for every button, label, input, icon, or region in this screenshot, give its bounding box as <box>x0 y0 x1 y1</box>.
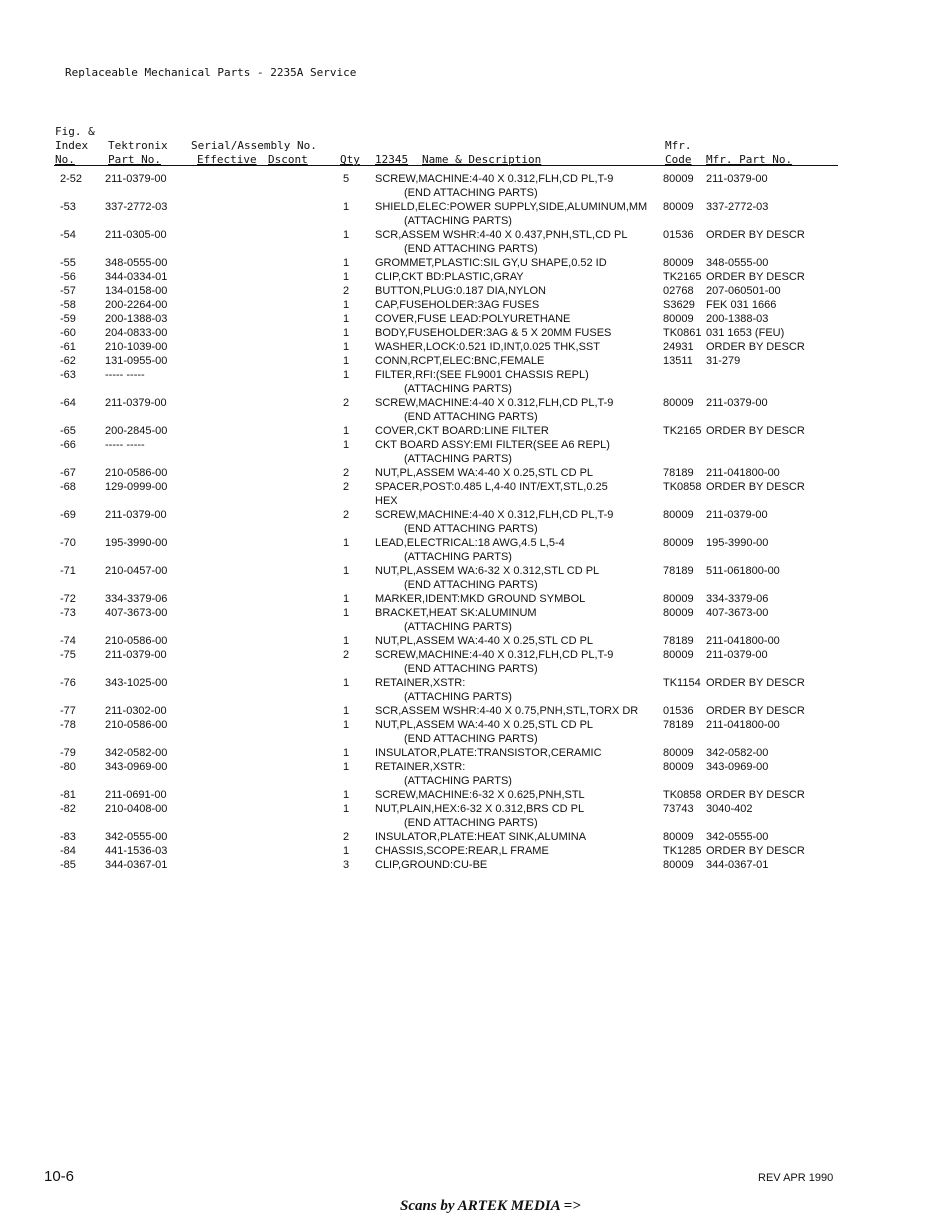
mfr-code: 80009 <box>663 313 694 325</box>
index-no: -69 <box>60 509 76 521</box>
mfr-part-no: ORDER BY DESCR <box>706 789 805 801</box>
index-no: -74 <box>60 635 76 647</box>
index-no: -85 <box>60 859 76 871</box>
index-no: -61 <box>60 341 76 353</box>
mfr-part-no: FEK 031 1666 <box>706 299 777 311</box>
quantity: 3 <box>343 859 350 871</box>
scan-credit: Scans by ARTEK MEDIA => <box>400 1198 581 1214</box>
tektronix-part-no: 210-0586-00 <box>105 467 168 479</box>
name-description: SCREW,MACHINE:4-40 X 0.312,FLH,CD PL,T-9 <box>375 397 614 409</box>
mfr-part-no: 211-0379-00 <box>706 397 768 409</box>
description-subline: (END ATTACHING PARTS) <box>404 411 538 423</box>
tektronix-part-no: ----- ----- <box>105 439 145 451</box>
name-description: LEAD,ELECTRICAL:18 AWG,4.5 L,5-4 <box>375 537 565 549</box>
mfr-code: TK1285 <box>663 845 702 857</box>
quantity: 1 <box>343 719 350 731</box>
mfr-code: 01536 <box>663 705 694 717</box>
mfr-code: TK0858 <box>663 789 702 801</box>
quantity: 2 <box>343 509 350 521</box>
revision-date: REV APR 1990 <box>758 1172 834 1184</box>
name-description: SCR,ASSEM WSHR:4-40 X 0.437,PNH,STL,CD PL <box>375 229 628 241</box>
quantity: 1 <box>343 355 350 367</box>
index-no: -77 <box>60 705 76 717</box>
description-subline: (END ATTACHING PARTS) <box>404 817 538 829</box>
mfr-part-no: ORDER BY DESCR <box>706 705 805 717</box>
index-no: -66 <box>60 439 76 451</box>
index-no: -58 <box>60 299 76 311</box>
mfr-code: TK1154 <box>663 677 701 689</box>
index-no: -68 <box>60 481 76 493</box>
name-description: NUT,PLAIN,HEX:6-32 X 0.312,BRS CD PL <box>375 803 585 815</box>
mfr-code: 78189 <box>663 565 694 577</box>
tektronix-part-no: 211-0379-00 <box>105 173 167 185</box>
tektronix-part-no: 441-1536-03 <box>105 845 168 857</box>
name-description: SCREW,MACHINE:4-40 X 0.312,FLH,CD PL,T-9 <box>375 509 614 521</box>
quantity: 1 <box>343 705 350 717</box>
col-indent: 12345 <box>375 153 409 166</box>
description-subline: (END ATTACHING PARTS) <box>404 523 538 535</box>
mfr-part-no: 343-0969-00 <box>706 761 769 773</box>
index-no: -71 <box>60 565 76 577</box>
table-row <box>0 606 950 634</box>
quantity: 1 <box>343 201 350 213</box>
index-no: -82 <box>60 803 76 815</box>
mfr-part-no: 342-0582-00 <box>706 747 769 759</box>
col-mfr-line1: Mfr. <box>665 139 692 152</box>
table-row <box>0 858 950 872</box>
description-subline: (ATTACHING PARTS) <box>404 551 512 563</box>
mfr-part-no: 344-0367-01 <box>706 859 769 871</box>
quantity: 2 <box>343 481 350 493</box>
quantity: 1 <box>343 789 350 801</box>
name-description: NUT,PL,ASSEM WA:6-32 X 0.312,STL CD PL <box>375 565 600 577</box>
quantity: 1 <box>343 257 350 269</box>
description-subline: (END ATTACHING PARTS) <box>404 243 538 255</box>
tektronix-part-no: 343-1025-00 <box>105 677 168 689</box>
mfr-part-no: ORDER BY DESCR <box>706 271 805 283</box>
tektronix-part-no: 129-0999-00 <box>105 481 168 493</box>
index-no: -65 <box>60 425 76 437</box>
index-no: -81 <box>60 789 76 801</box>
quantity: 1 <box>343 565 350 577</box>
tektronix-part-no: 334-3379-06 <box>105 593 168 605</box>
tektronix-part-no: 131-0955-00 <box>105 355 168 367</box>
mfr-part-no: 31-279 <box>706 355 741 367</box>
table-row <box>0 480 950 508</box>
quantity: 1 <box>343 299 350 311</box>
name-description: GROMMET,PLASTIC:SIL GY,U SHAPE,0.52 ID <box>375 257 607 269</box>
table-row <box>0 424 950 438</box>
mfr-part-no: 348-0555-00 <box>706 257 769 269</box>
name-description: CLIP,GROUND:CU-BE <box>375 859 488 871</box>
col-name-description: Name & Description <box>422 153 542 166</box>
mfr-code: TK0858 <box>663 481 702 493</box>
name-description: INSULATOR,PLATE:HEAT SINK,ALUMINA <box>375 831 587 843</box>
mfr-part-no: 511-061800-00 <box>706 565 780 577</box>
page-number: 10-6 <box>44 1168 75 1185</box>
index-no: -73 <box>60 607 76 619</box>
mfr-code: 80009 <box>663 831 694 843</box>
quantity: 1 <box>343 607 350 619</box>
table-row <box>0 592 950 606</box>
index-no: -56 <box>60 271 76 283</box>
index-no: -59 <box>60 313 76 325</box>
table-row <box>0 396 950 424</box>
tektronix-part-no: 211-0379-00 <box>105 397 167 409</box>
page-header-title: Replaceable Mechanical Parts - 2235A Service <box>65 66 357 79</box>
name-description: SCREW,MACHINE:4-40 X 0.312,FLH,CD PL,T-9 <box>375 173 614 185</box>
quantity: 1 <box>343 425 350 437</box>
mfr-part-no: 211-0379-00 <box>706 173 768 185</box>
tektronix-part-no: 344-0367-01 <box>105 859 168 871</box>
tektronix-part-no: 210-0457-00 <box>105 565 168 577</box>
tektronix-part-no: 344-0334-01 <box>105 271 168 283</box>
table-row <box>0 536 950 564</box>
quantity: 1 <box>343 271 350 283</box>
col-fig-line1: Fig. & <box>55 125 95 138</box>
table-row <box>0 830 950 844</box>
index-no: -84 <box>60 845 76 857</box>
mfr-part-no: 342-0555-00 <box>706 831 769 843</box>
quantity: 1 <box>343 677 350 689</box>
index-no: -70 <box>60 537 76 549</box>
name-description: BRACKET,HEAT SK:ALUMINUM <box>375 607 537 619</box>
tektronix-part-no: 204-0833-00 <box>105 327 168 339</box>
table-row <box>0 340 950 354</box>
table-row <box>0 200 950 228</box>
mfr-part-no: ORDER BY DESCR <box>706 845 805 857</box>
index-no: -54 <box>60 229 76 241</box>
tektronix-part-no: 210-0586-00 <box>105 719 168 731</box>
name-description: SCREW,MACHINE:4-40 X 0.312,FLH,CD PL,T-9 <box>375 649 614 661</box>
description-subline: (END ATTACHING PARTS) <box>404 733 538 745</box>
index-no: -55 <box>60 257 76 269</box>
quantity: 1 <box>343 327 350 339</box>
name-description: MARKER,IDENT:MKD GROUND SYMBOL <box>375 593 586 605</box>
mfr-code: 80009 <box>663 761 694 773</box>
name-description: CLIP,CKT BD:PLASTIC,GRAY <box>375 271 524 283</box>
mfr-code: 80009 <box>663 509 694 521</box>
table-row <box>0 704 950 718</box>
mfr-code: 01536 <box>663 229 694 241</box>
name-description: BODY,FUSEHOLDER:3AG & 5 X 20MM FUSES <box>375 327 612 339</box>
mfr-code: 80009 <box>663 747 694 759</box>
quantity: 2 <box>343 649 350 661</box>
table-row <box>0 648 950 676</box>
index-no: -72 <box>60 593 76 605</box>
mfr-code: TK2165 <box>663 425 702 437</box>
quantity: 5 <box>343 173 350 185</box>
tektronix-part-no: 211-0691-00 <box>105 789 167 801</box>
table-row <box>0 298 950 312</box>
col-tektronix-line2: Part No. <box>108 153 161 166</box>
table-row <box>0 284 950 298</box>
table-row <box>0 844 950 858</box>
table-row <box>0 760 950 788</box>
tektronix-part-no: 211-0379-00 <box>105 509 167 521</box>
quantity: 1 <box>343 439 350 451</box>
quantity: 1 <box>343 229 350 241</box>
parts-table <box>0 172 950 872</box>
tektronix-part-no: 211-0302-00 <box>105 705 167 717</box>
table-row <box>0 788 950 802</box>
mfr-part-no: 211-041800-00 <box>706 467 780 479</box>
tektronix-part-no: 200-1388-03 <box>105 313 168 325</box>
col-mfr-part-no: Mfr. Part No. <box>706 153 793 166</box>
mfr-code: 73743 <box>663 803 694 815</box>
quantity: 1 <box>343 761 350 773</box>
tektronix-part-no: ----- ----- <box>105 369 145 381</box>
table-row <box>0 256 950 270</box>
table-row <box>0 312 950 326</box>
description-subline: (ATTACHING PARTS) <box>404 383 512 395</box>
mfr-code: 80009 <box>663 593 694 605</box>
table-row <box>0 746 950 760</box>
mfr-code: 80009 <box>663 607 694 619</box>
tektronix-part-no: 210-0408-00 <box>105 803 168 815</box>
name-description: WASHER,LOCK:0.521 ID,INT,0.025 THK,SST <box>375 341 600 353</box>
index-no: -53 <box>60 201 76 213</box>
table-row <box>0 172 950 200</box>
quantity: 1 <box>343 747 350 759</box>
table-row <box>0 676 950 704</box>
name-description: NUT,PL,ASSEM WA:4-40 X 0.25,STL CD PL <box>375 635 594 647</box>
mfr-part-no: 211-0379-00 <box>706 649 768 661</box>
mfr-part-no: 211-0379-00 <box>706 509 768 521</box>
tektronix-part-no: 407-3673-00 <box>105 607 168 619</box>
quantity: 1 <box>343 341 350 353</box>
col-fig-line3: No. <box>55 153 75 166</box>
table-row <box>0 802 950 830</box>
mfr-code: TK2165 <box>663 271 702 283</box>
name-description: RETAINER,XSTR: <box>375 677 466 689</box>
mfr-code: 78189 <box>663 719 694 731</box>
tektronix-part-no: 348-0555-00 <box>105 257 168 269</box>
description-subline: HEX <box>375 495 398 507</box>
index-no: -57 <box>60 285 76 297</box>
mfr-code: 80009 <box>663 649 694 661</box>
description-subline: (ATTACHING PARTS) <box>404 453 512 465</box>
quantity: 2 <box>343 831 350 843</box>
tektronix-part-no: 200-2845-00 <box>105 425 168 437</box>
name-description: CONN,RCPT,ELEC:BNC,FEMALE <box>375 355 545 367</box>
name-description: NUT,PL,ASSEM WA:4-40 X 0.25,STL CD PL <box>375 467 594 479</box>
tektronix-part-no: 200-2264-00 <box>105 299 168 311</box>
index-no: -62 <box>60 355 76 367</box>
name-description: RETAINER,XSTR: <box>375 761 466 773</box>
description-subline: (END ATTACHING PARTS) <box>404 187 538 199</box>
mfr-part-no: 337-2772-03 <box>706 201 769 213</box>
table-row <box>0 270 950 284</box>
mfr-part-no: ORDER BY DESCR <box>706 677 805 689</box>
col-fig-line2: Index <box>55 139 89 152</box>
mfr-code: 80009 <box>663 201 694 213</box>
tektronix-part-no: 343-0969-00 <box>105 761 168 773</box>
table-row <box>0 634 950 648</box>
table-row <box>0 508 950 536</box>
quantity: 1 <box>343 369 350 381</box>
tektronix-part-no: 342-0555-00 <box>105 831 168 843</box>
mfr-part-no: ORDER BY DESCR <box>706 229 805 241</box>
table-row <box>0 438 950 466</box>
mfr-code: 80009 <box>663 537 694 549</box>
mfr-code: S3629 <box>663 299 695 311</box>
tektronix-part-no: 210-1039-00 <box>105 341 168 353</box>
mfr-part-no: 195-3990-00 <box>706 537 769 549</box>
index-no: -83 <box>60 831 76 843</box>
name-description: COVER,CKT BOARD:LINE FILTER <box>375 425 549 437</box>
mfr-part-no: ORDER BY DESCR <box>706 341 805 353</box>
table-row <box>0 466 950 480</box>
name-description: INSULATOR,PLATE:TRANSISTOR,CERAMIC <box>375 747 602 759</box>
mfr-part-no: 200-1388-03 <box>706 313 769 325</box>
index-no: -75 <box>60 649 76 661</box>
mfr-code: 02768 <box>663 285 694 297</box>
tektronix-part-no: 211-0305-00 <box>105 229 167 241</box>
mfr-part-no: 3040-402 <box>706 803 753 815</box>
quantity: 1 <box>343 845 350 857</box>
mfr-code: 80009 <box>663 859 694 871</box>
table-row <box>0 228 950 256</box>
name-description: FILTER,RFI:(SEE FL9001 CHASSIS REPL) <box>375 369 589 381</box>
index-no: -60 <box>60 327 76 339</box>
quantity: 2 <box>343 397 350 409</box>
quantity: 1 <box>343 313 350 325</box>
mfr-part-no: 407-3673-00 <box>706 607 769 619</box>
col-serial-dscont: Dscont <box>268 153 308 166</box>
mfr-part-no: 031 1653 (FEU) <box>706 327 785 339</box>
mfr-part-no: 334-3379-06 <box>706 593 769 605</box>
name-description: CKT BOARD ASSY:EMI FILTER(SEE A6 REPL) <box>375 439 610 451</box>
name-description: SCREW,MACHINE:6-32 X 0.625,PNH,STL <box>375 789 585 801</box>
description-subline: (ATTACHING PARTS) <box>404 775 512 787</box>
description-subline: (ATTACHING PARTS) <box>404 621 512 633</box>
table-row <box>0 326 950 340</box>
quantity: 1 <box>343 635 350 647</box>
mfr-part-no: 211-041800-00 <box>706 635 780 647</box>
name-description: SPACER,POST:0.485 L,4-40 INT/EXT,STL,0.25 <box>375 481 608 493</box>
mfr-code: 78189 <box>663 467 694 479</box>
index-no: -63 <box>60 369 76 381</box>
name-description: CHASSIS,SCOPE:REAR,L FRAME <box>375 845 549 857</box>
mfr-code: 24931 <box>663 341 694 353</box>
mfr-code: 78189 <box>663 635 694 647</box>
mfr-part-no: ORDER BY DESCR <box>706 425 805 437</box>
tektronix-part-no: 211-0379-00 <box>105 649 167 661</box>
index-no: 2-52 <box>60 173 83 185</box>
tektronix-part-no: 195-3990-00 <box>105 537 168 549</box>
name-description: CAP,FUSEHOLDER:3AG FUSES <box>375 299 540 311</box>
index-no: -67 <box>60 467 76 479</box>
tektronix-part-no: 337-2772-03 <box>105 201 168 213</box>
mfr-part-no: 207-060501-00 <box>706 285 781 297</box>
description-subline: (END ATTACHING PARTS) <box>404 579 538 591</box>
name-description: SCR,ASSEM WSHR:4-40 X 0.75,PNH,STL,TORX DR <box>375 705 639 717</box>
tektronix-part-no: 210-0586-00 <box>105 635 168 647</box>
quantity: 1 <box>343 593 350 605</box>
index-no: -80 <box>60 761 76 773</box>
quantity: 2 <box>343 467 350 479</box>
index-no: -78 <box>60 719 76 731</box>
table-row <box>0 354 950 368</box>
col-serial-line1: Serial/Assembly No. <box>191 139 317 152</box>
quantity: 1 <box>343 537 350 549</box>
col-tektronix-line1: Tektronix <box>108 139 168 152</box>
index-no: -79 <box>60 747 76 759</box>
index-no: -64 <box>60 397 76 409</box>
col-serial-effective: Effective <box>197 153 257 166</box>
col-qty: Qty <box>340 153 360 166</box>
mfr-part-no: ORDER BY DESCR <box>706 481 805 493</box>
mfr-code: 80009 <box>663 173 694 185</box>
name-description: NUT,PL,ASSEM WA:4-40 X 0.25,STL CD PL <box>375 719 594 731</box>
table-row <box>0 718 950 746</box>
description-subline: (END ATTACHING PARTS) <box>404 663 538 675</box>
mfr-code: 13511 <box>663 355 693 367</box>
description-subline: (ATTACHING PARTS) <box>404 691 512 703</box>
name-description: BUTTON,PLUG:0.187 DIA,NYLON <box>375 285 546 297</box>
table-row <box>0 564 950 592</box>
tektronix-part-no: 342-0582-00 <box>105 747 168 759</box>
mfr-code: 80009 <box>663 397 694 409</box>
tektronix-part-no: 134-0158-00 <box>105 285 168 297</box>
mfr-code: TK0861 <box>663 327 702 339</box>
header-rule <box>54 165 838 166</box>
table-row <box>0 368 950 396</box>
description-subline: (ATTACHING PARTS) <box>404 215 512 227</box>
mfr-part-no: 211-041800-00 <box>706 719 780 731</box>
quantity: 2 <box>343 285 350 297</box>
col-mfr-code: Code <box>665 153 692 166</box>
mfr-code: 80009 <box>663 257 694 269</box>
quantity: 1 <box>343 803 350 815</box>
name-description: COVER,FUSE LEAD:POLYURETHANE <box>375 313 571 325</box>
index-no: -76 <box>60 677 76 689</box>
name-description: SHIELD,ELEC:POWER SUPPLY,SIDE,ALUMINUM,MM <box>375 201 648 213</box>
